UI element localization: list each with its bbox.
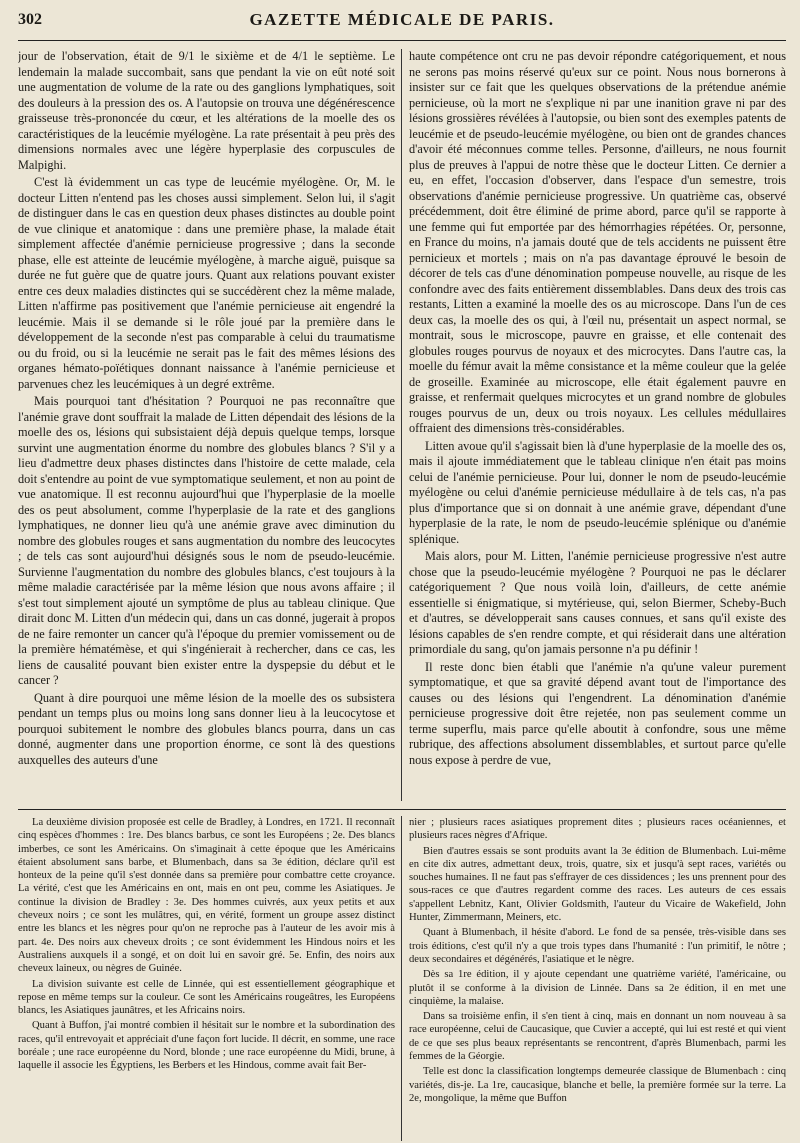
- section-divider: [18, 809, 786, 810]
- article-column-left: [18, 49, 402, 801]
- paragraph: Il reste donc bien établi que l'anémie n'a qu'une valeur purement symptomatique, et que sa gravité dépend avant tout de l'importance des causes ou des lésions qui l'engendrent. La dénomination d'anémie pernicieuse progressive doit être rejetée, non pas seulement comme un terme superflu, mais parce qu'elle aboutit à confondre, sous une même rubrique, des affections absolument dissemblables, et surtout parce qu'elle nous expose à perdre de vue,: [409, 659, 786, 767]
- paragraph: Telle est donc la classification longtemps demeurée classique de Blumenbach : cinq variétés, dis-je. La 1re, caucasique, blanche et belle, la première formée sur la terre. La 2e, mongolique, la même que Buffon: [409, 1066, 786, 1104]
- feuilleton-body: [18, 816, 786, 1141]
- paragraph: Bien d'autres essais se sont produits avant la 3e édition de Blumenbach. Lui-même en cite dix autres, admettant deux, trois, quatre, six et jusqu'à sept races, variétés ou souches humaines. Il ne faut pas s'effrayer de ces dissidences ; les uns prennent pour des sous-races ce que d'autres regardent comme des races. Les auteurs de ces essais s'appellent Lebnitz, Kant, Olivier Goldsmith, l'auteur du Vicaire de Wakefield, John Hunter, Zimmermann, Meiners, etc.: [409, 845, 786, 924]
- paragraph: Quant à Buffon, j'ai montré combien il hésitait sur le nombre et la subordination des races, qu'il entrevoyait et appréciait d'une façon fort lucide. Il décrit, en somme, une race boréale ; une race européenne du Nord, blonde ; une race européenne du Midi, brune, à laquelle il associe les Égyptiens, les Berbers et les Hindous, comme avait fait Ber-: [18, 1020, 395, 1072]
- paragraph: nier ; plusieurs races asiatiques proprement dites ; plusieurs races océaniennes, et plusieurs races nègres d'Afrique.: [409, 817, 786, 842]
- journal-title: GAZETTE MÉDICALE DE PARIS.: [249, 10, 555, 29]
- page-header: [18, 0, 786, 41]
- article-column-right: [402, 49, 786, 801]
- paragraph: Dès sa 1re édition, il y ajoute cependant une quatrième variété, l'américaine, ou plutôt il se conforme à la division de Linnée. Dans sa 2e édition, il en met une cinquième, la malaise.: [409, 969, 786, 1007]
- page-number: 302: [18, 11, 42, 28]
- paragraph: Quant à dire pourquoi une même lésion de la moelle des os subsistera pendant un temps plus ou moins long sans donner lieu à la leucocytose et pourquoi subitement le nombre des globules blancs pourra, dans un cas donné, augmenter dans une proportion énorme, ce sont là des questions auxquelles des auteurs d'une: [18, 690, 395, 767]
- feuilleton-column-right: [402, 816, 786, 1141]
- paragraph: Mais pourquoi tant d'hésitation ? Pourquoi ne pas reconnaître que l'anémie grave dont souffrait la malade de Litten dépendait des lésions de la moelle des os, lésions qui subsistaient déjà depuis quelque temps, lorsque survint une augmentation énorme du nombre des globules blancs ? S'il y a lieu d'admettre deux phases distinctes dans l'histoire de cette malade, cela doit s'entendre au point de vue symptomatique seulement, et non au point de vue anatomique. Il est reconnu aujourd'hui que l'hyperplasie de la moelle des os peut absolument, comme l'hyperplasie de la rate et des ganglions lymphatiques, ne donner lieu qu'à une anémie grave avec diminution du nombre des globules rouges et sans augmentation du nombre des leucocytes ; de tels cas sont aujourd'hui désignés sous le nom de pseudo-leucémie. Survienne l'augmentation du nombre des globules blancs, c'est toujours à la même maladie caractérisée par la même lésion que nous avons affaire ; il s'est tout simplement ajouté un symptôme de plus au tableau clinique. Que dirait donc M. Litten d'un médecin qui, dans un cas donné, jugerait à propos de ne faire remonter un cancer qu'à l'époque du premier vomissement ou de la première hématémèse, et qui s'ingénierait à rechercher, dans ce cas, les liens de causalité pouvant bien exister entre la dyspepsie du début et le cancer ?: [18, 394, 395, 687]
- paragraph: C'est là évidemment un cas type de leucémie myélogène. Or, M. le docteur Litten n'entend pas les choses aussi simplement. Selon lui, il s'agit de distinguer dans le cas en question deux phases distinctes au double point de vue clinique et anatomique : dans une première phase, la malade était simplement affectée d'anémie pernicieuse progressive ; dans la seconde phase, elle est atteinte de leucémie myélogène, à marche aiguë, puisque sa durée ne fut guère que de quatre jours. Quant aux relations pouvant exister entre ces deux maladies distinctes qui se succédèrent chez la même malade, Litten n'affirme pas positivement que l'anémie pernicieuse ait engendré la leucémie. Mais il se demande si le rôle joué par la première dans le développement de la seconde n'est pas comparable à celui du traumatisme ou du froid, ou si la leucémie ne serait pas le fait des mêmes lésions des organes hémato-poïétiques donnant naissance à l'anémie pernicieuse et parvenues chez les leucémiques à un degré extrême.: [18, 175, 395, 391]
- paragraph: Mais alors, pour M. Litten, l'anémie pernicieuse progressive n'est autre chose que la pseudo-leucémie myélogène ? Pourquoi ne pas le déclarer catégoriquement ? Que nous voilà loin, d'ailleurs, de cette anémie essentielle si énigmatique, si mytérieuse, qui, selon Biermer, Scheby-Buch et d'autres, se développerait sans causes connues, et sans qu'il existe des lésions capables de s'en rendre compte, et qui résiderait dans une altération primordiale du sang, qu'on jamais personne n'a pu définir !: [409, 549, 786, 656]
- paragraph: Litten avoue qu'il s'agissait bien là d'une hyperplasie de la moelle des os, mais il ajoute immédiatement que le tableau clinique n'en était pas moins celui de l'anémie pernicieuse. Pour lui, donner le nom de pseudo-leucémie myélogène ou celui d'anémie pernicieuse médullaire à de tels cas, n'a pas plus d'importance que si on donnait à une anémie grave, dépendant d'une hyperplasie de la rate, le nom de pseudo-leucémie splénique ou d'anémie splénique.: [409, 438, 786, 546]
- paragraph: haute compétence ont cru ne pas devoir répondre catégoriquement, et nous ne serons pas moins réservé qu'eux sur ce point. Nous nous bornerons à insister sur ce fait que les quelques observations de la prétendue anémie pernicieuse, où la mort ne s'explique ni par une inanition grave ni par des lésions grossières révélées à l'autopsie, ou bien sont des exemples patents de leucémie et de pseudo-leucémie myélogène, ou bien ont de grandes chances d'avoir été méconnues comme telles. Personne, d'ailleurs, ne nous fournit plus de preuves à l'appui de notre thèse que le docteur Litten. Ce dernier a eu, en effet, l'occasion d'observer, dans l'espace d'un semestre, trois observations d'anémie pernicieuse progressive. Un quatrième cas, observé précédemment, doit être éliminé de prime abord, parce qu'il se rapporte à une femme qui fut emportée par des hémorrhagies répétées. Or, personne, en France du moins, n'a jamais douté que de tels accidents ne puissent être pernicieux et mortels ; mais on n'a pas davantage éprouvé le besoin de décorer de tels cas d'une dénomination pompeuse nouvelle, au risque de les confondre avec des faits entièrement dissemblables. Dans deux des trois cas restants, Litten a examiné la moelle des os au microscope. Dans l'un de ces deux cas, la moelle des os qui, à l'œil nu, présentait un aspect normal, se montrait, sous le microscope, pauvre en graisse, et elle contenait des globules rouges pourvus de noyaux et des microcytes. Dans l'autre cas, la moelle du fémur avait la même consistance et la même couleur que la gelée de groseille. Examinée au microscope, elle était également pauvre en graisse, et renfermait quelques microcytes et un grand nombre de globules rouges pourvus de un, deux ou trois noyaux. Les cellules médullaires offraient des dimensions très-considérables.: [409, 49, 786, 435]
- paragraph: La division suivante est celle de Linnée, qui est essentiellement géographique et repose en même temps sur la couleur. Ce sont les Américains rougeâtres, les Européens blancs, les Asiatiques jaunâtres, et les Africains noirs.: [18, 978, 395, 1017]
- article-body: [18, 49, 786, 801]
- paragraph: jour de l'observation, était de 9/1 le sixième et de 4/1 le septième. Le lendemain la malade succombait, sans que pendant la vie on eût noté soit une augmentation de volume de la rate ou des ganglions lymphatiques, soit des douleurs à la pression des os. A l'autopsie on trouva une dégénérescence graisseuse très-prononcée du cœur, et les altérations de la moelle des os caractéristiques de la leucémie myélogène. La rate présentait à peu près des dimensions normales avec une légère hyperplasie des corpuscules de Malpighi.: [18, 49, 395, 172]
- paragraph: La deuxième division proposée est celle de Bradley, à Londres, en 1721. Il reconnaît cinq espèces d'hommes : 1re. Des blancs barbus, ce sont les Européens ; 2e. Des blancs imberbes, ce sont les Américains. On s'imaginait à cette époque que les Américains étaient absolument sans barbe, et Blumenbach, dans sa 3e édition, déclare qu'il est honteux de la peine qu'il s'est donnée dans sa première pour combattre cette croyance. La vérité, c'est que les Américains en ont, mais en ont peu, comme les Asiatiques. Je continue la division de Bradley : 3e. Des hommes cuivrés, aux yeux petits et aux cheveux noirs ; ce sont les mulâtres, qui, en vérité, forment un groupe assez distinct entre les blancs et les nègres pour qu'on ne reproche pas à l'auteur de les avoir mis à part. 4e. Des noirs aux cheveux droits ; ce sont évidemment les Hindous noirs et les Australiens auxquels il a songé, et on doit lui en savoir gré. 5e. Enfin, des noirs aux cheveux laineux, ou nègres de Guinée.: [18, 817, 395, 975]
- paragraph: Dans sa troisième enfin, il s'en tient à cinq, mais en donnant un nom nouveau à sa race européenne, celui de Caucasique, que Cuvier a accepté, qui lui est resté et qui vient de ce que ses plus beaux représentants se rencontrent, d'après Blumenbach, parmi les femmes de la Géorgie.: [409, 1011, 786, 1063]
- feuilleton-column-left: [18, 816, 402, 1141]
- paragraph: Quant à Blumenbach, il hésite d'abord. Le fond de sa pensée, très-visible dans ses trois éditions, c'est qu'il n'y a que trois types dans l'humanité : l'un primitif, le nôtre ; deux secondaires et dégénérés, l'asiatique et le nègre.: [409, 927, 786, 965]
